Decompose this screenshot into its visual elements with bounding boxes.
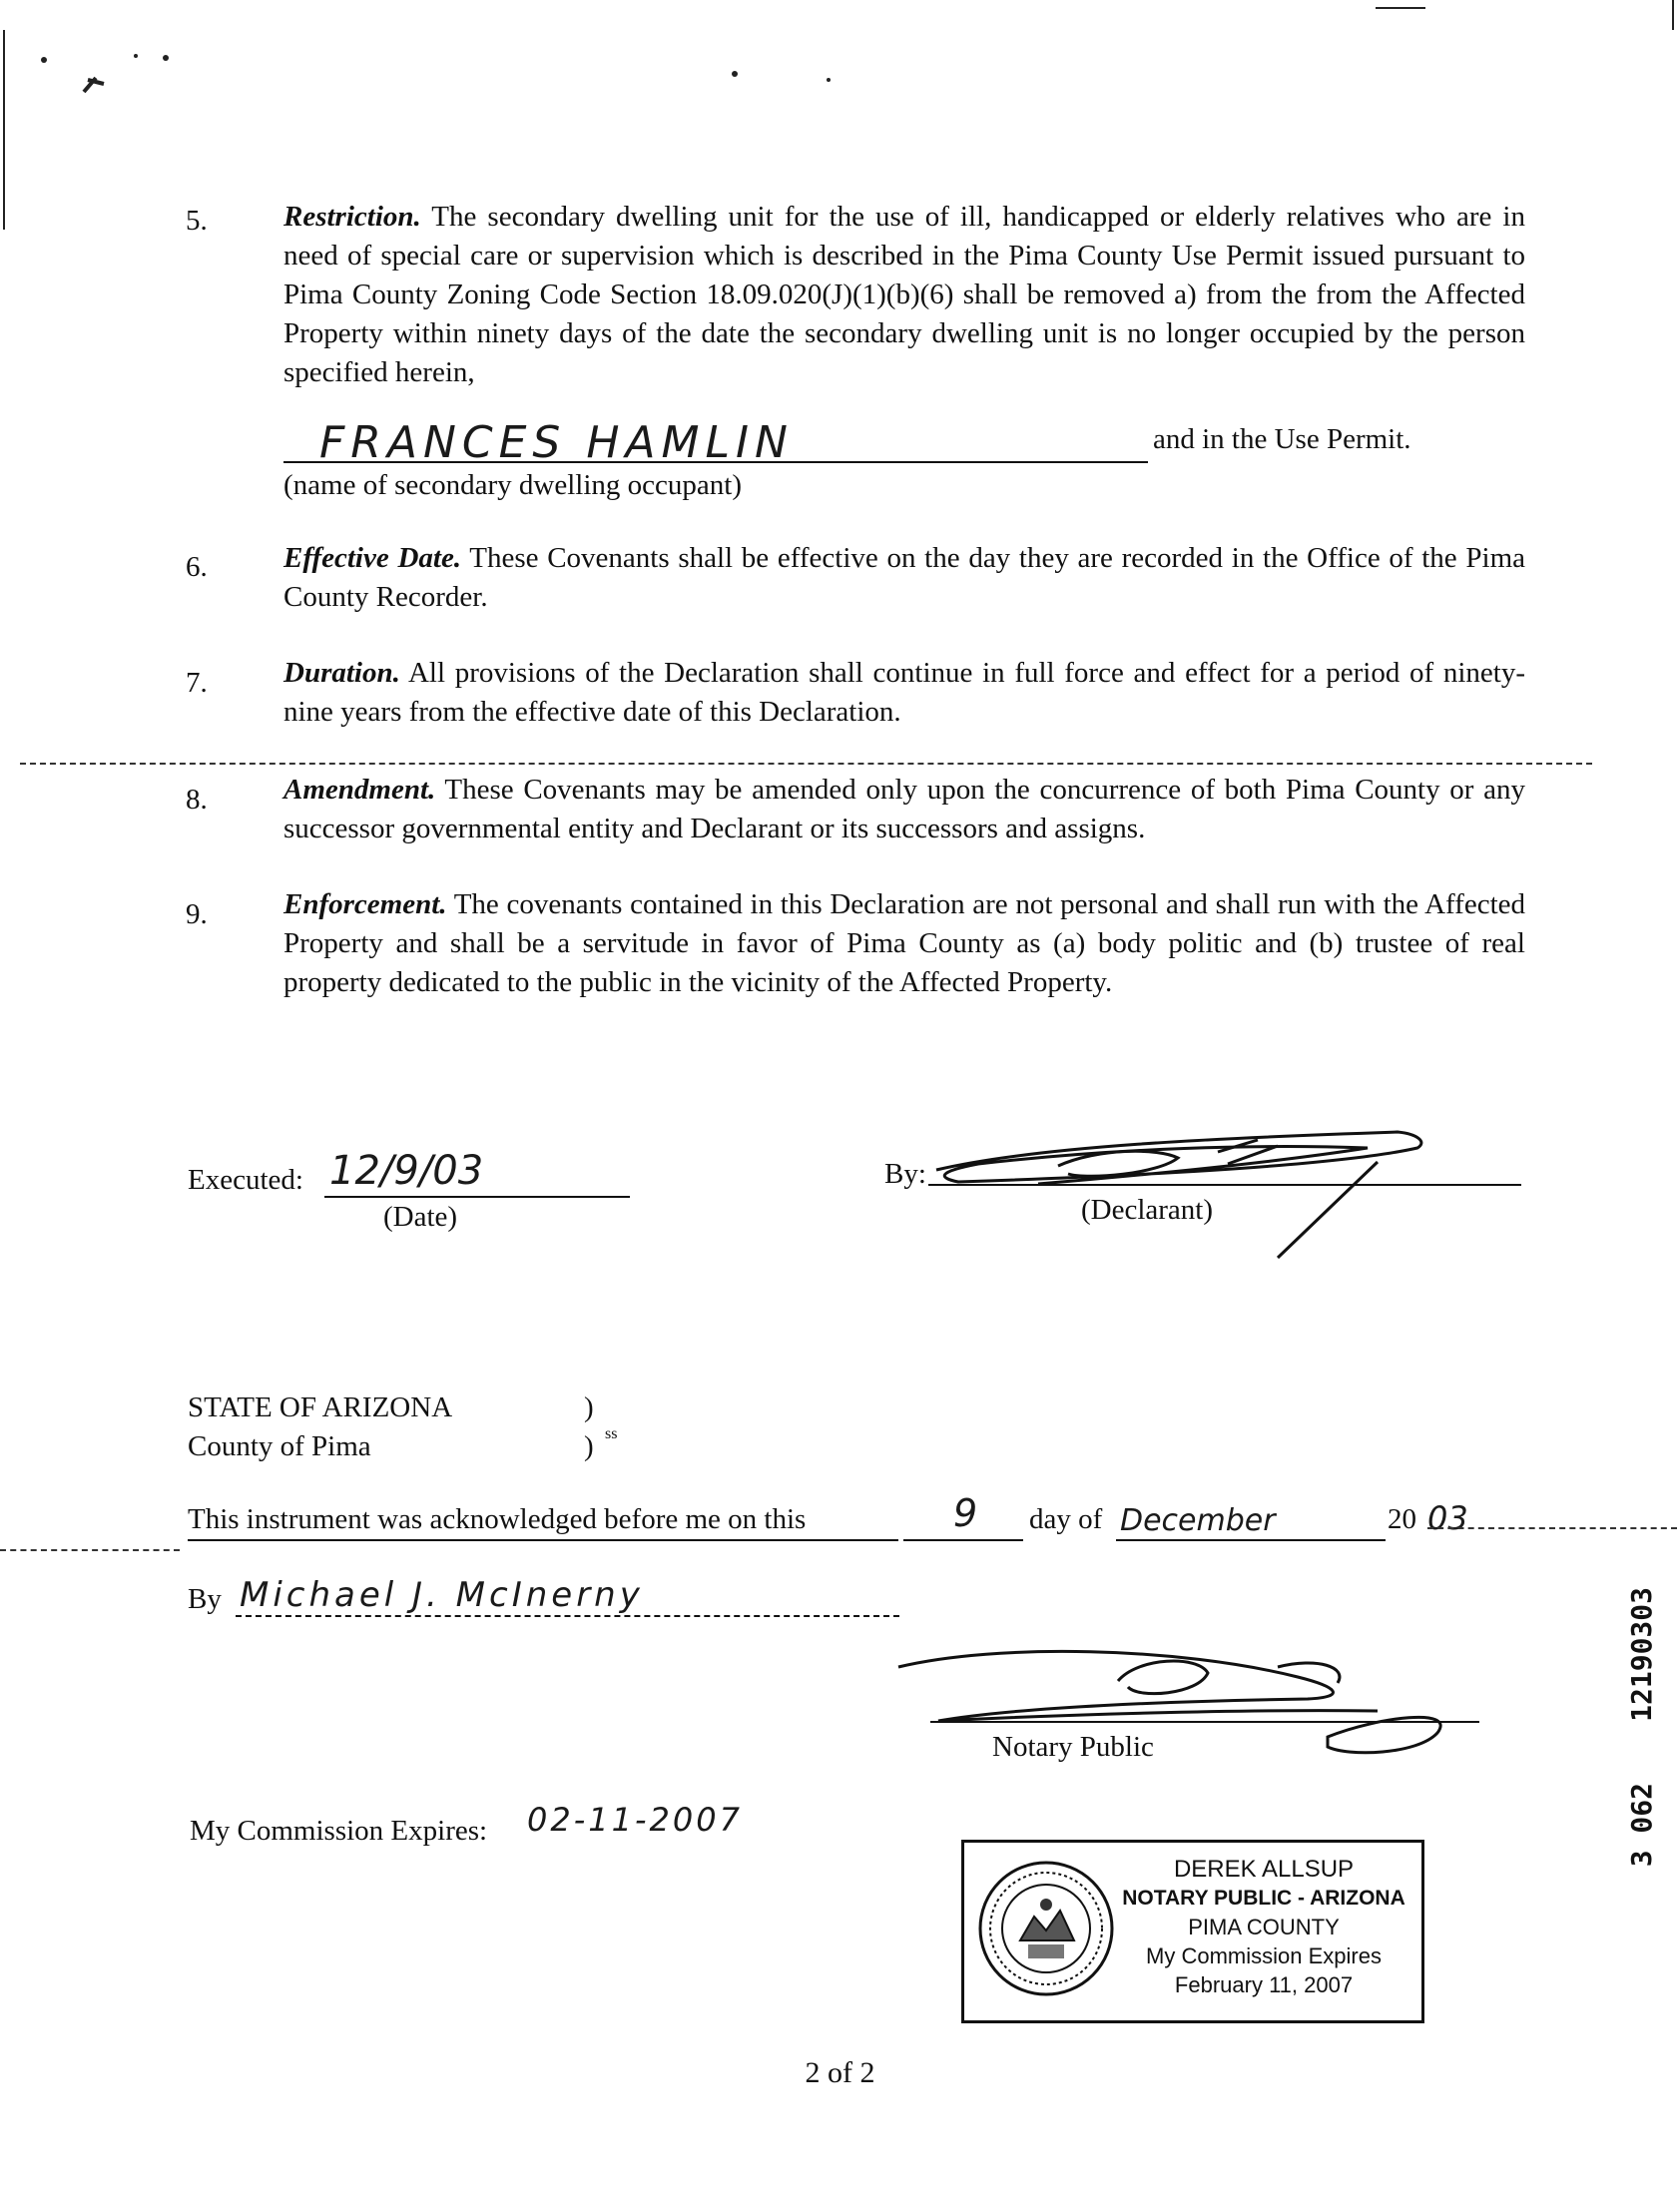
section-7-text: All provisions of the Declaration shall continue in full force and effect for a period of ninety-nine years from the effective date of this Declaration. (283, 657, 1526, 728)
venue-ss: ss (605, 1425, 618, 1442)
ack-prefix: This instrument was acknowledged before me on this (188, 1503, 807, 1535)
section-5-text: The secondary dwelling unit for the use of ill, handicapped or elderly relatives who are in need of special care or supervision which is described in the Pima County Use Permit issued pursuant to Pima County Zoning Code Section 18.09.020(J)(1)(b)(6) shall be removed a) from the from the Affected Property within ninety days of the date the secondary dwelling unit is no longer occupied by the person specified herein, (283, 201, 1525, 388)
by-name-handwritten: Michael J. McInerny (240, 1575, 644, 1615)
section-7-number: 7. (186, 667, 208, 699)
occupant-label: (name of secondary dwelling occupant) (283, 469, 742, 501)
stamp-title: NOTARY PUBLIC - ARIZONA (1122, 1887, 1405, 1910)
section-8-heading: Amendment. (283, 774, 436, 806)
stamp-expires-date: February 11, 2007 (1174, 1972, 1354, 1997)
venue-paren-2: ) (584, 1430, 594, 1462)
section-9-number: 9. (186, 898, 208, 930)
occupant-name-handwritten: FRANCES HAMLIN (319, 417, 794, 468)
state-label: STATE OF ARIZONA (188, 1391, 453, 1423)
section-9-text: The covenants contained in this Declaration are not personal and shall run with the Affected Property and shall be a servitude in favor of Pima County as (a) body politic and (b) trustee of real property dedicated to the public in the vicinity of the Affected Property. (283, 888, 1526, 998)
ack-month-handwritten: December (1120, 1503, 1276, 1538)
commission-date-handwritten: 02-11-2007 (527, 1801, 743, 1839)
notary-signature-line (930, 1721, 1479, 1723)
by-line (236, 1615, 899, 1617)
recording-code-top: 12190303 (1625, 1587, 1658, 1722)
notary-public-label: Notary Public (992, 1731, 1154, 1763)
arizona-seal (976, 1859, 1116, 1998)
section-5-number: 5. (186, 205, 208, 237)
stamp-county: PIMA COUNTY (1188, 1915, 1340, 1939)
section-6-heading: Effective Date. (283, 542, 462, 574)
section-8-number: 8. (186, 784, 208, 816)
occupant-suffix: and in the Use Permit. (1153, 423, 1411, 455)
stamp-text (1114, 1855, 1413, 1999)
executed-date-label: (Date) (383, 1201, 458, 1233)
section-9-paragraph (283, 885, 1525, 1002)
by-declarant-label: By: (884, 1158, 926, 1190)
section-6-number: 6. (186, 551, 208, 583)
executed-date-line (324, 1196, 630, 1198)
commission-label: My Commission Expires: (190, 1815, 488, 1847)
executed-label: Executed: (188, 1164, 303, 1196)
county-label: County of Pima (188, 1430, 371, 1462)
ack-year-line (1427, 1527, 1677, 1529)
ack-month-line (1116, 1539, 1386, 1541)
occupant-signature-line (283, 461, 1148, 463)
section-9-heading: Enforcement. (283, 888, 447, 920)
venue-paren-1: ) (584, 1391, 594, 1423)
ack-day-handwritten: 9 (953, 1491, 978, 1535)
section-7-paragraph (283, 654, 1525, 732)
notary-stamp (961, 1840, 1424, 2023)
recording-code-bottom: 3 062 (1625, 1783, 1658, 1868)
section-8-text: These Covenants may be amended only upon the concurrence of both Pima County or any successor governmental entity and Declarant or its successors and assigns. (283, 774, 1525, 844)
scan-fold-line-1 (20, 763, 1592, 765)
ack-prefix-underline (188, 1539, 898, 1541)
section-8-paragraph (283, 771, 1525, 848)
page-number: 2 of 2 (805, 2056, 875, 2089)
by-label: By (188, 1583, 222, 1615)
scan-fold-line-2 (0, 1549, 180, 1551)
section-7-heading: Duration. (283, 657, 400, 689)
ack-day-label: day of (1029, 1503, 1103, 1535)
declarant-label: (Declarant) (1081, 1194, 1214, 1226)
section-5-paragraph (283, 198, 1525, 392)
section-6-text: These Covenants shall be effective on the day they are recorded in the Office of the Pima County Recorder. (283, 542, 1525, 613)
section-6-paragraph (283, 539, 1525, 617)
declarant-signature (918, 1118, 1437, 1268)
ack-year-prefix: 20 (1388, 1503, 1416, 1535)
ack-day-line (903, 1539, 1023, 1541)
stamp-expires-label: My Commission Expires (1146, 1943, 1382, 1968)
ack-year-handwritten: 03 (1427, 1499, 1468, 1537)
stamp-name: DEREK ALLSUP (1173, 1856, 1355, 1883)
notary-signature (878, 1637, 1477, 1777)
executed-date-handwritten: 12/9/03 (329, 1148, 484, 1194)
section-5-heading: Restriction. (283, 201, 421, 233)
